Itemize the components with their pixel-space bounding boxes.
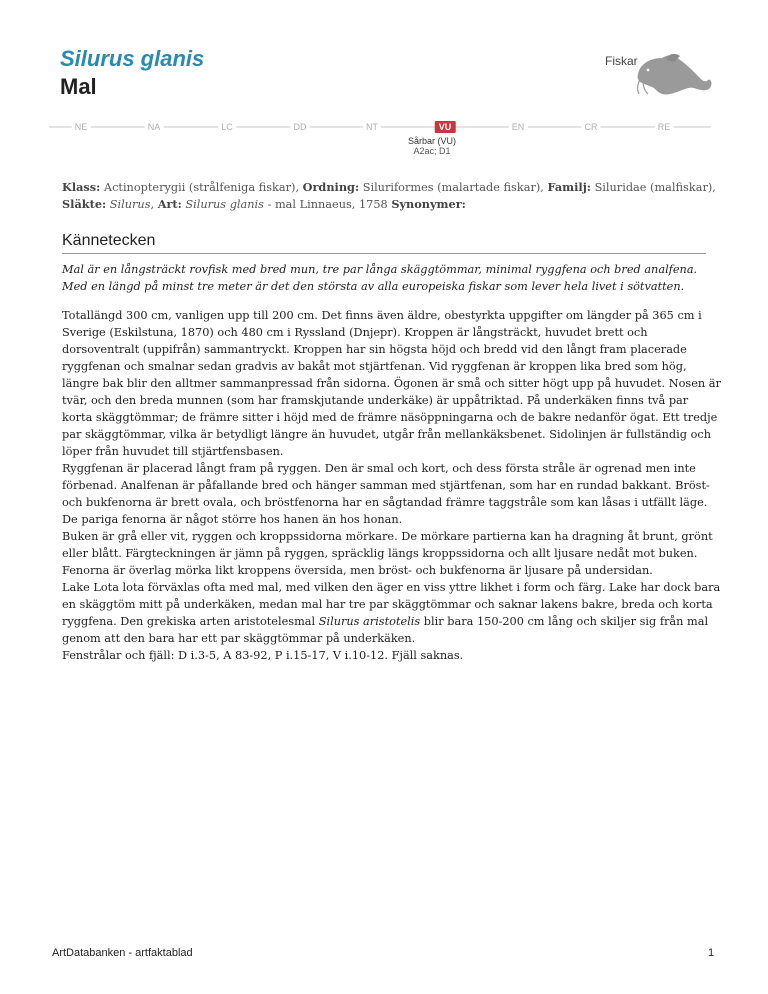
section-heading: Kännetecken xyxy=(62,232,706,254)
redlist-category-ne: NE xyxy=(72,121,91,133)
redlist-status-name: Sårbar (VU) xyxy=(407,136,457,146)
redlist-category-nt: NT xyxy=(363,121,381,133)
taxonomy-block: Klass: Actinopterygii (strålfeniga fiskar), Ordning: Siluriformes (malartade fiskar), Familj: Siluridae (malfiskar), Släkte: Silurus, Art: Silurus glanis - mal Linnaeus, 1758 Synonymer: xyxy=(62,180,716,211)
catfish-icon xyxy=(636,50,714,98)
scientific-name: Silurus glanis xyxy=(60,46,205,71)
slakte-value: Silurus xyxy=(109,198,151,211)
footer-source: ArtDatabanken - artfaktablad xyxy=(52,947,193,959)
redlist-category-cr: CR xyxy=(582,121,601,133)
paragraph-fins: Ryggfenan är placerad långt fram på ryggen. Den är smal och kort, och dess första stråle är ogrenad men inte förbenad. Analfenan är påfallande bred och hänger samman med stjärtfenan, som har en rundad bakkant. Bröst- och bukfenorna är brett ovala, och bröstfenorna har en sågtandad främre taggstråle som kan låsas i utfällt läge. De pariga fenorna är något större hos hanen än hos honan. xyxy=(62,462,710,526)
redlist-category-re: RE xyxy=(655,121,674,133)
art-value: Silurus glanis xyxy=(185,198,264,211)
paragraph-coloration: Buken är grå eller vit, ryggen och kroppssidorna mörkare. De mörkare partierna kan ha dragning åt brunt, grönt eller blått. Färgteckningen är jämn på ryggen, spräcklig längs kroppssidorna och allt ljusare nedåt mot buken. Fenorna är överlag mörka likt kroppens översida, men bröst- och bukfenorna är ljusare på undersidan. xyxy=(62,530,713,577)
ordning-value: Siluriformes (malartade fiskar), xyxy=(362,181,544,194)
taxonomy-author: - mal Linnaeus, 1758 xyxy=(267,198,388,211)
paragraph-confusion-species: Silurus aristotelis xyxy=(318,615,421,628)
synonymer-label: Synonymer: xyxy=(391,197,466,211)
klass-label: Klass: xyxy=(62,180,101,194)
redlist-scale xyxy=(49,120,711,134)
ordning-label: Ordning: xyxy=(302,180,360,194)
klass-value: Actinopterygii (strålfeniga fiskar), xyxy=(103,181,300,194)
redlist-category-dd: DD xyxy=(291,121,310,133)
paragraph-fin-rays: Fenstrålar och fjäll: D i.3-5, A 83-92, P i.15-17, V i.10-12. Fjäll saknas. xyxy=(62,649,464,662)
section-body xyxy=(62,307,722,664)
redlist-category-lc: LC xyxy=(218,121,236,133)
paragraph-description: Totallängd 300 cm, vanligen upp till 200 cm. Det finns även äldre, obestyrkta uppgifter om längder på 365 cm i Sverige (Eskilstuna, 1870) och 480 cm i Ryssland (Dnjepr). Kroppen är långsträckt, huvudet brett och dorsoventralt (uppifrån) sammantryckt. Kroppen har sin högsta höjd och bredd vid den långt fram placerade ryggfenan och smalnar sedan gradvis av bakåt mot stjärtfenan. Vid ryggfenan är kroppen lika bred som hög, längre bak blir den alltmer sammanpressad från sidorna. Ögonen är små och sitter högt upp på huvudet. Nosen är tvär, och den breda munnen (som har framskjutande underkäke) är uppåtriktad. På underkäken finns två par korta skäggtömmar; de främre sitter i höjd med de främre näsöppningarna och de bakre nedanför ögat. Ett tredje par skäggtömmar, vilka är betydligt längre än huvudet, utgår från mellankäksbenet. Sidolinjen är fullständig och löper från huvudet till stjärtfensbasen. xyxy=(62,309,721,458)
redlist-category-na: NA xyxy=(145,121,164,133)
paragraph-confusion-text-a: Lake Lota lota förväxlas ofta med mal, med vilken den äger en viss yttre likhet i form och färg. Lake har dock bara en skäggtöm mitt på underkäken, medan mal har tre par skäggtömmar och saknar lakens bakre, breda och korta ryggfena. Den grekiska arten aristotelesmal xyxy=(62,581,721,628)
section-summary: Mal är en långsträckt rovfisk med bred mun, tre par långa skäggtömmar, minimal ryggfena och bred analfena. Med en längd på minst tre meter är det den största av alla europeiska fiskar som lever hela livet i sötvatten. xyxy=(62,263,698,293)
slakte-label: Släkte: xyxy=(62,197,107,211)
paragraph-confusion-text-b: blir bara 150-200 cm lång och skiljer sig från mal genom att den bara har ett par skäggtömmar på underkäken. xyxy=(62,615,709,645)
familj-label: Familj: xyxy=(547,180,591,194)
redlist-criteria: A2ac; D1 xyxy=(413,146,451,156)
species-group-label: Fiskar xyxy=(605,54,638,68)
redlist-category-en: EN xyxy=(509,121,528,133)
redlist-category-vu-active: VU xyxy=(435,121,456,133)
footer-page-number: 1 xyxy=(708,947,715,959)
art-label: Art: xyxy=(157,197,182,211)
familj-value: Siluridae (malfiskar), xyxy=(594,181,716,194)
common-name: Mal xyxy=(60,74,97,99)
paragraph-confusion xyxy=(62,579,722,647)
